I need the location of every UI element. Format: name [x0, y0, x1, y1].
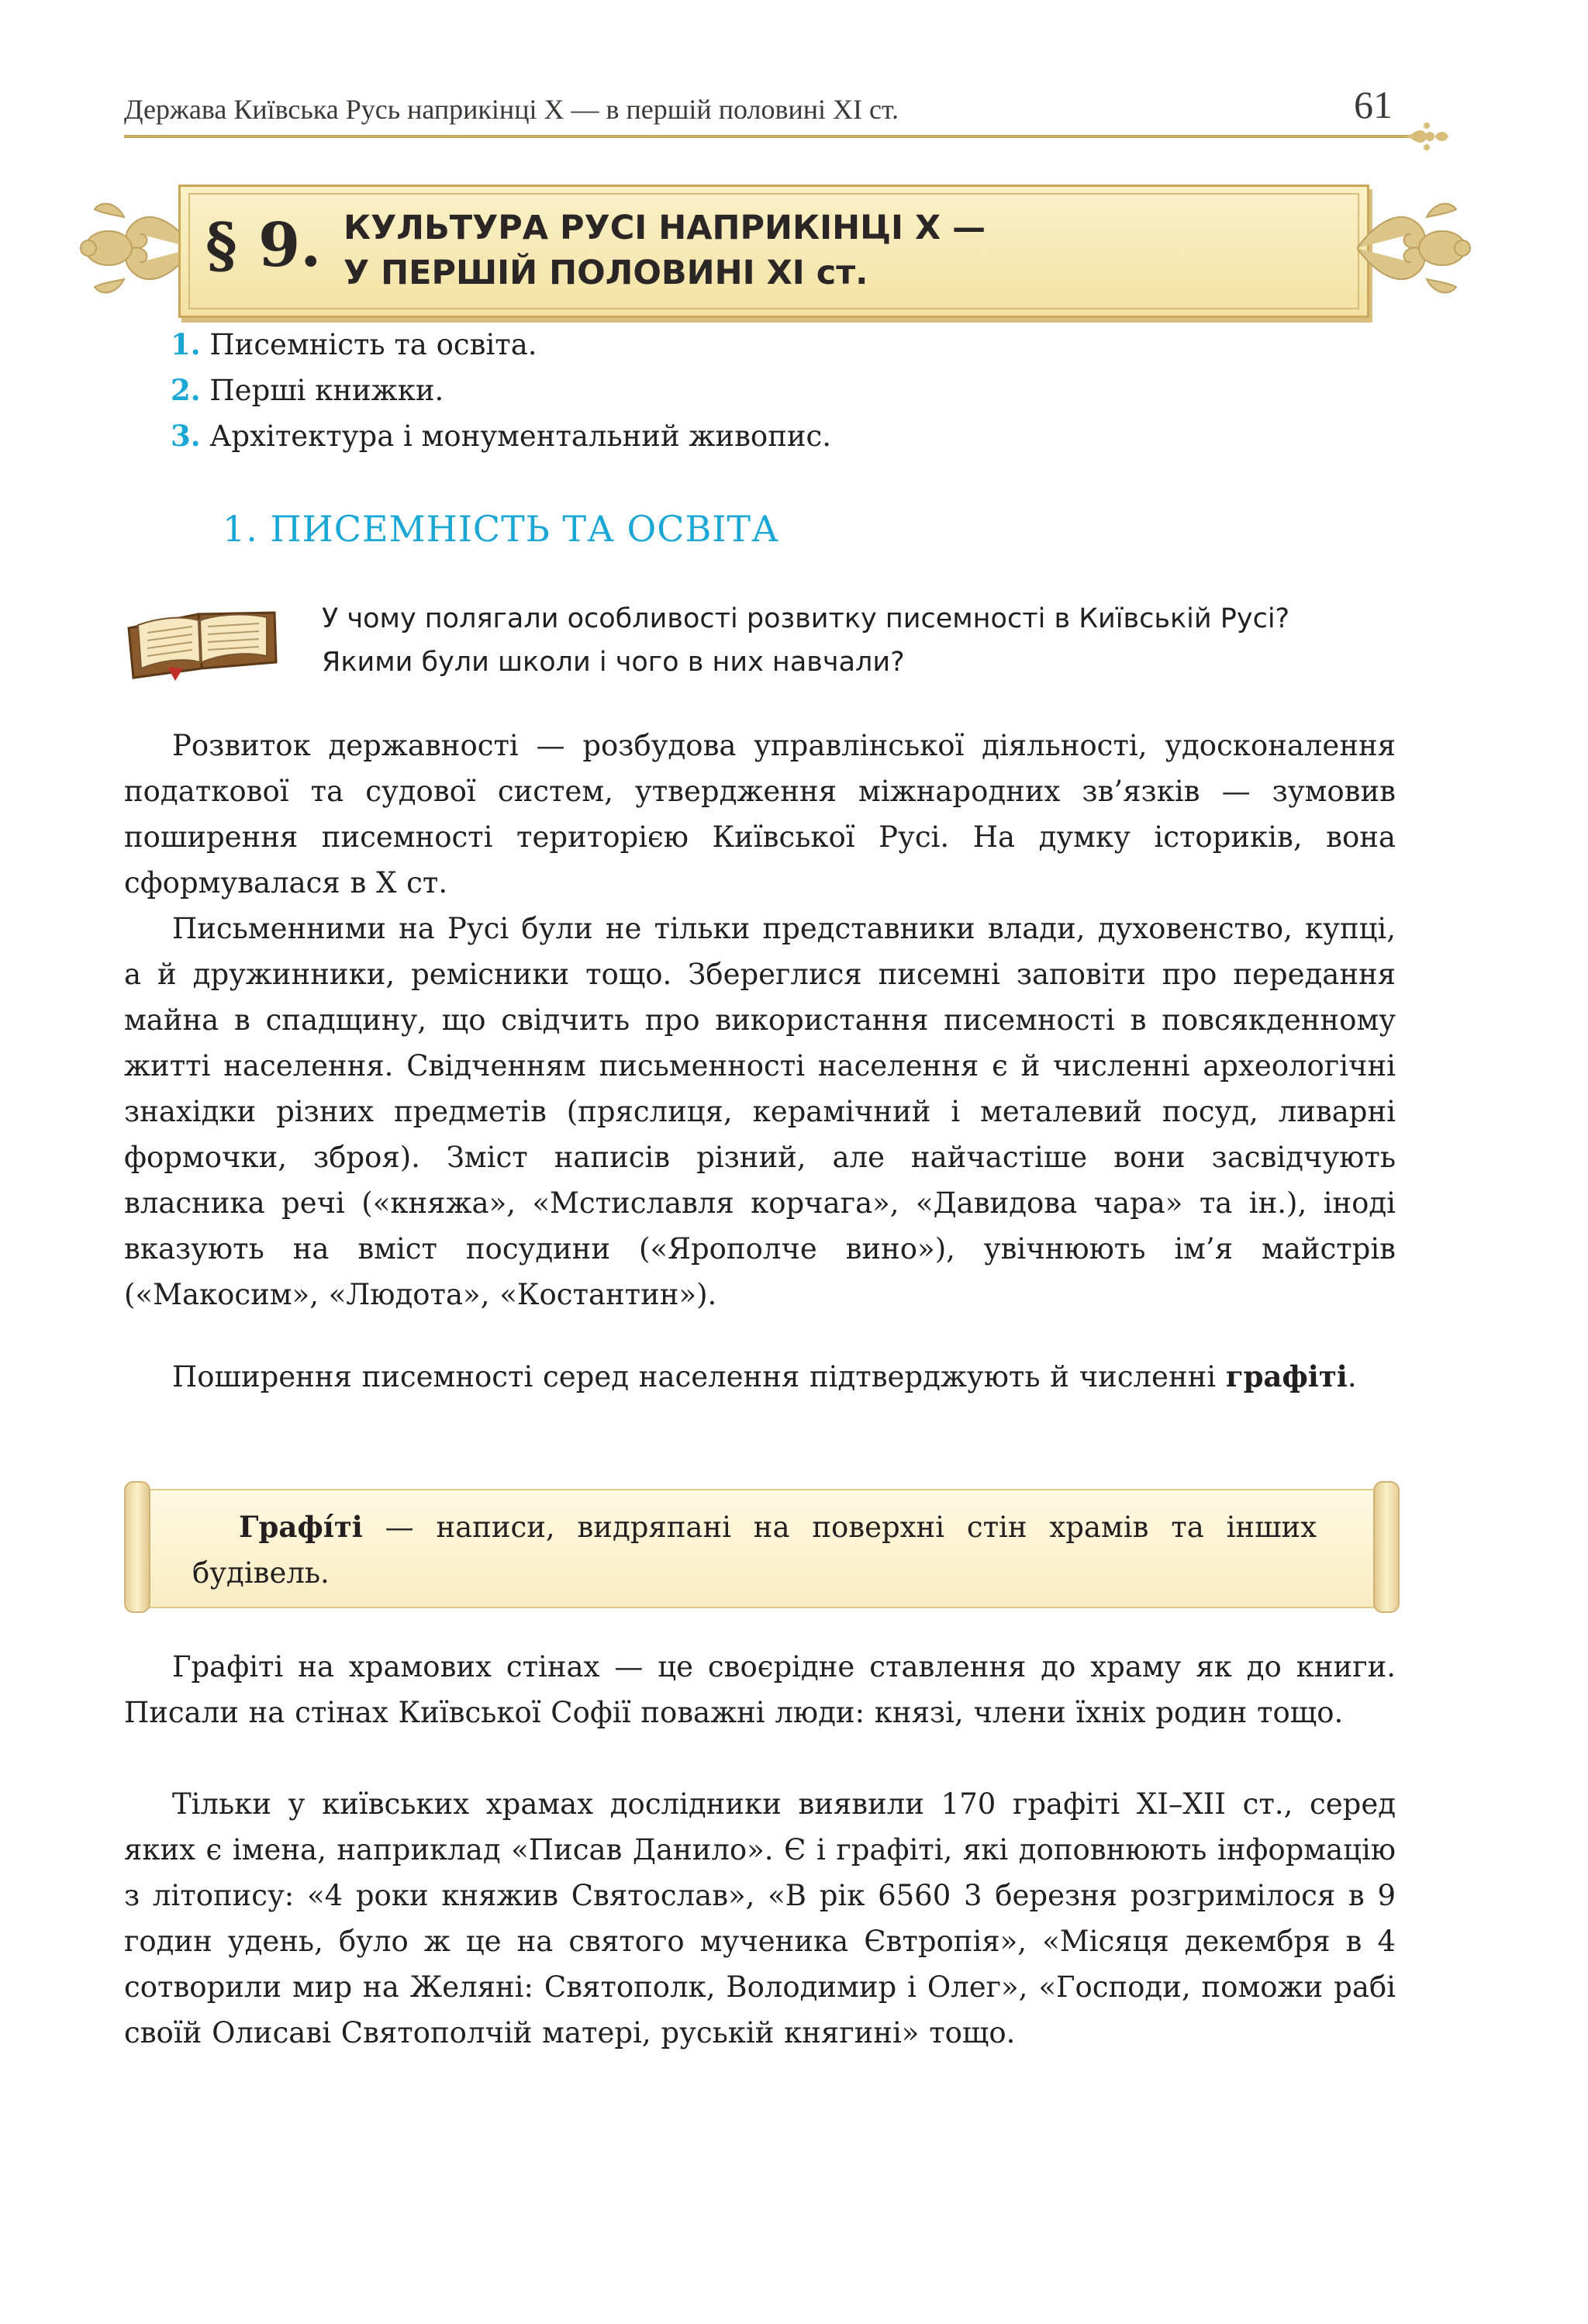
section-number: § 9. [205, 210, 322, 281]
subsection-heading: 1. ПИСЕМНІСТЬ ТА ОСВІТА [223, 508, 779, 550]
definition-scroll [124, 1481, 1400, 1613]
open-book-icon [121, 597, 284, 682]
running-title: Держава Київська Русь наприкінці Х — в першій половині ХІ ст. [124, 94, 899, 125]
body-paragraph: Письменними на Русі були не тільки представники влади, духовенство, купці, а й дружинники, ремісники тощо. Збереглися писемні заповіти про передання майна в спадщину, що свідчить про використання писемності в повсякденному житті населення. Свідченням письменності населення є й численні археологічні знахідки різних предметів (пряслиця, керамічний і металевий посуд, ливарні формочки, зброя). Зміст написів різний, але найчастіше вони засвідчують власника речі («княжа», «Мстиславля корчага», «Давидова чара» та ін.), іноді вказують на вміст посудини («Ярополче вино»), увічнюють ім’я майстрів («Макосим», «Людота», «Костантин»). [124, 912, 1396, 1311]
section-title-line1: КУЛЬТУРА РУСІ НАПРИКІНЦІ Х — [343, 209, 986, 247]
body-paragraph: Тільки у київських храмах дослідники виявили 170 графіті XI–XII ст., серед яких є імена, наприклад «Писав Данило». Є і графіті, які доповнюють інформацію з літопису: «4 роки княжив Святослав», «В рік 6560 3 березня розгримілося в 9 годин удень, було ж це на святого мученика Євтропія», «Місяця декембря в 4 сотворили мир на Желяні: Святополк, Володимир і Олег», «Господи, поможи рабі своїй Олисаві Святополчій матері, руській княгині» тощо. [124, 1787, 1396, 2049]
body-paragraph: Розвиток державності — розбудова управлінської діяльності, удосконалення податкової та судової систем, утвердження міжнародних зв’язків — зумовив поширення писемності територією Київської Русі. На думку істориків, вона сформувалася в Х ст. [124, 729, 1396, 900]
paragraph-text: Поширення писемності серед населення підтверджують й численні [172, 1360, 1217, 1393]
definition-term: Графі́ті [239, 1510, 363, 1544]
section-title-box [178, 185, 1369, 318]
body-paragraph [124, 1354, 1396, 1400]
page-number: 61 [1354, 83, 1393, 126]
plan-item [171, 413, 1334, 459]
question-line: Якими були школи і чого в них навчали? [322, 647, 905, 678]
review-questions [322, 597, 1423, 684]
section-title [343, 205, 986, 295]
section-title-line2: У ПЕРШІЙ ПОЛОВИНІ ХІ ст. [343, 254, 868, 292]
question-line: У чому полягали особливості розвитку писемності в Київській Русі? [322, 603, 1290, 634]
plan-item [171, 368, 1334, 413]
header-rule [124, 135, 1411, 138]
plan-item-number: 1. [171, 327, 201, 361]
lesson-plan [171, 322, 1334, 459]
plan-item-text: Писемність та освіта. [209, 328, 537, 361]
section-banner [78, 172, 1473, 326]
plan-item-text: Перші книжки. [209, 374, 444, 407]
plan-item-text: Архітектура і монументальний живопис. [209, 420, 831, 453]
scroll-roll-left [124, 1481, 150, 1613]
body-paragraph: Графіті на храмових стінах — це своєрідне ставлення до храму як до книги. Писали на стінах Київської Софії поважні люди: князі, члени їхніх родин тощо. [124, 1650, 1396, 1729]
scroll-roll-right [1373, 1481, 1400, 1613]
definition-text [192, 1504, 1317, 1596]
plan-item-number: 3. [171, 419, 201, 453]
ornament-icon [1403, 119, 1450, 154]
running-header [124, 83, 1396, 141]
definition-body-text: — написи, видряпані на поверхні стін храмів та інших будівель. [192, 1511, 1317, 1590]
plan-item-number: 2. [171, 373, 201, 407]
paragraph-end: . [1347, 1360, 1357, 1393]
plan-item [171, 322, 1334, 368]
key-term: графіті [1225, 1359, 1348, 1393]
ornament-icon [1357, 186, 1473, 310]
ornament-icon [78, 186, 194, 310]
